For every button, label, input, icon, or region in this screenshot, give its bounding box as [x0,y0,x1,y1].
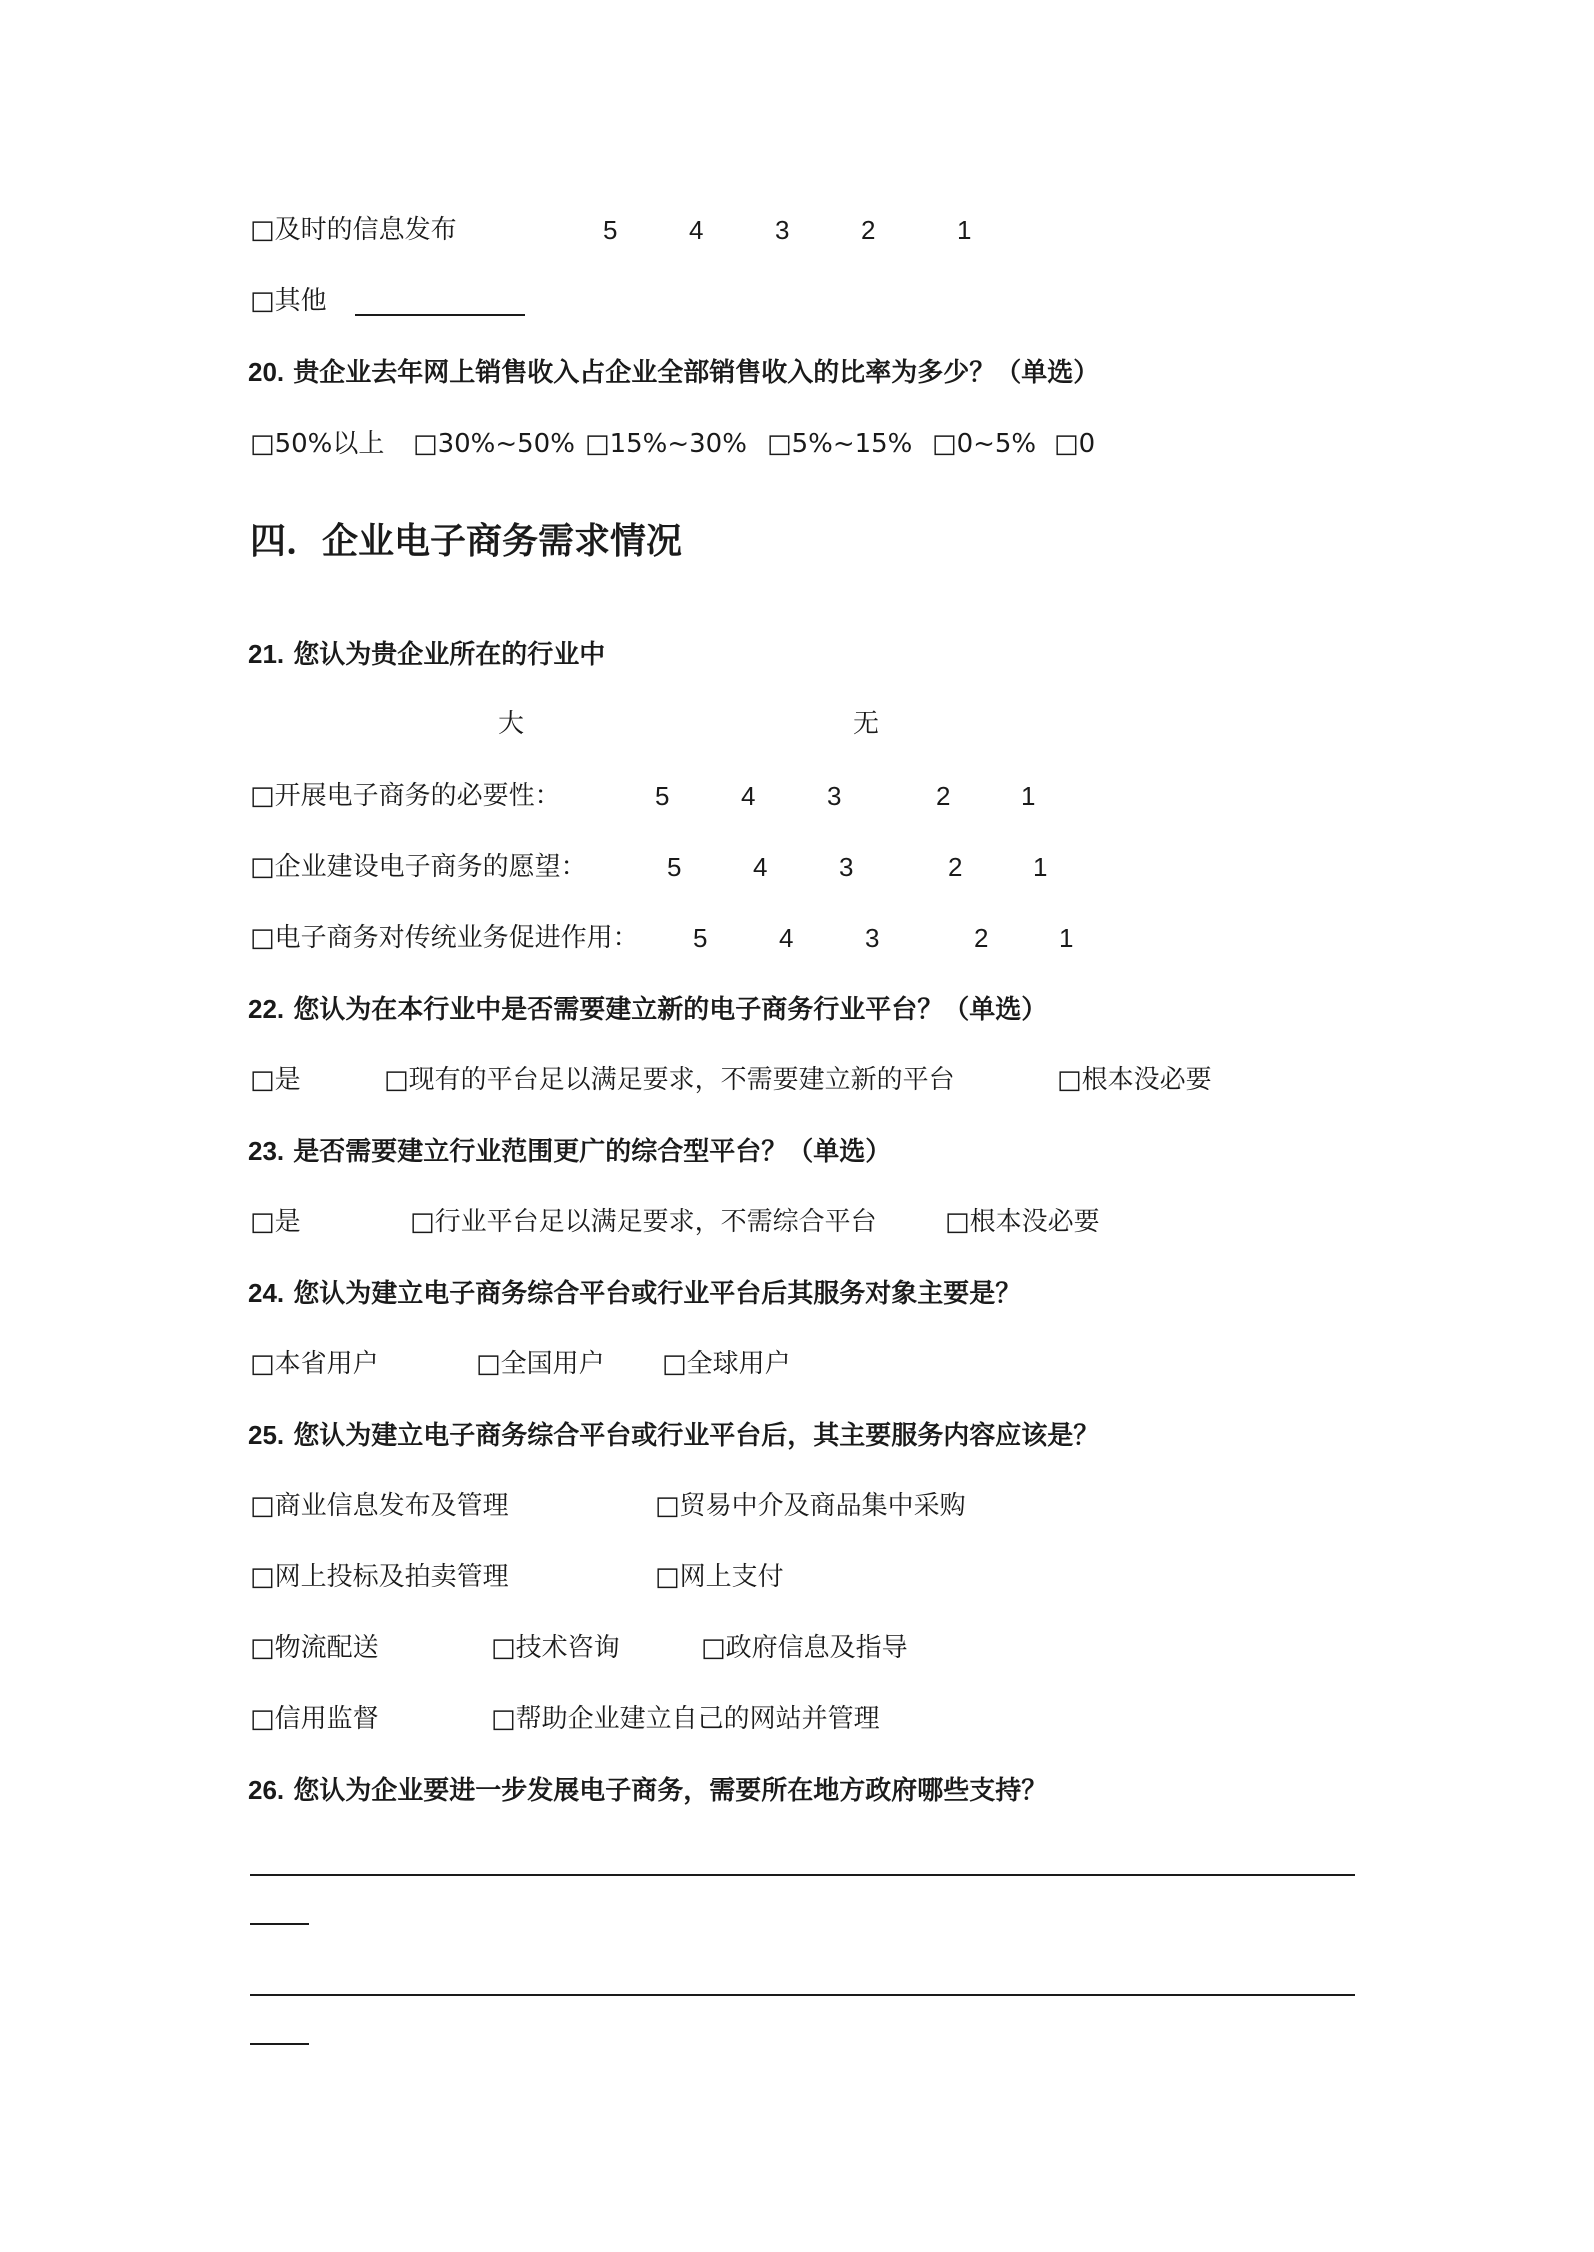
q26-answer-line-2-tail[interactable] [250,2043,309,2045]
scale-3[interactable]: 3 [775,215,790,245]
scale-4[interactable]: 4 [753,852,768,882]
scale-4[interactable]: 4 [779,923,794,953]
q20-option-4[interactable]: □5%~15% [767,429,913,459]
question-text: 您认为建立电子商务综合平台或行业平台后，其主要服务内容应该是？ [293,1421,1100,1451]
question-number: 23. [248,1136,285,1166]
q26-answer-line-2[interactable] [250,1994,1355,1996]
scale-label-none: 无 [853,709,880,739]
q19-other-blank[interactable] [355,314,525,316]
question-text: 是否需要建立行业范围更广的综合型平台？（单选） [293,1137,892,1167]
scale-2[interactable]: 2 [948,852,963,882]
q20-option-3[interactable]: □15%~30% [585,429,747,459]
question-number: 20. [248,357,285,387]
question-21 [248,638,605,671]
question-20 [248,356,1099,389]
q24-option-national[interactable]: □全国用户 [476,1349,605,1379]
section-heading: 四．企业电子商务需求情况 [250,521,683,562]
q24-option-province[interactable]: □本省用户 [250,1349,379,1379]
q21-row-desire[interactable]: □企业建设电子商务的愿望： [250,852,587,882]
q25-option-consulting[interactable]: □技术咨询 [491,1633,620,1663]
q23-option-yes[interactable]: □是 [250,1207,301,1237]
q26-answer-line-1-tail[interactable] [250,1923,309,1925]
scale-2[interactable]: 2 [974,923,989,953]
q25-option-credit[interactable]: □信用监督 [250,1704,379,1734]
scale-1[interactable]: 1 [1021,781,1036,811]
scale-3[interactable]: 3 [839,852,854,882]
q25-option-bidding[interactable]: □网上投标及拍卖管理 [250,1562,509,1592]
scale-5[interactable]: 5 [693,923,708,953]
scale-4[interactable]: 4 [689,215,704,245]
q25-option-website-help[interactable]: □帮助企业建立自己的网站并管理 [491,1704,880,1734]
scale-3[interactable]: 3 [827,781,842,811]
q23-option-unnecessary[interactable]: □根本没必要 [945,1207,1100,1237]
q19-option-other[interactable]: □其他 [250,286,327,316]
question-22 [248,993,1047,1026]
scale-4[interactable]: 4 [741,781,756,811]
question-number: 24. [248,1278,285,1308]
q20-option-6[interactable]: □0 [1054,429,1096,459]
question-23 [248,1135,891,1168]
q25-option-info-publish[interactable]: □商业信息发布及管理 [250,1491,509,1521]
question-text: 您认为在本行业中是否需要建立新的电子商务行业平台？（单选） [293,995,1048,1025]
question-24 [248,1277,1021,1310]
q23-option-industry-enough[interactable]: □行业平台足以满足要求，不需综合平台 [410,1207,877,1237]
question-text: 您认为建立电子商务综合平台或行业平台后其服务对象主要是？ [293,1279,1022,1309]
q22-option-existing-enough[interactable]: □现有的平台足以满足要求，不需要建立新的平台 [384,1065,955,1095]
q22-option-unnecessary[interactable]: □根本没必要 [1057,1065,1212,1095]
question-number: 25. [248,1420,285,1450]
q22-option-yes[interactable]: □是 [250,1065,301,1095]
scale-1[interactable]: 1 [1033,852,1048,882]
question-text: 贵企业去年网上销售收入占企业全部销售收入的比率为多少？（单选） [293,358,1100,388]
question-number: 21. [248,639,285,669]
scale-1[interactable]: 1 [1059,923,1074,953]
q21-row-necessity[interactable]: □开展电子商务的必要性： [250,781,561,811]
q26-answer-line-1[interactable] [250,1874,1355,1876]
question-number: 26. [248,1775,285,1805]
scale-3[interactable]: 3 [865,923,880,953]
scale-2[interactable]: 2 [861,215,876,245]
scale-2[interactable]: 2 [936,781,951,811]
question-text: 您认为企业要进一步发展电子商务，需要所在地方政府哪些支持？ [293,1776,1048,1806]
scale-1[interactable]: 1 [957,215,972,245]
q25-option-trade-agency[interactable]: □贸易中介及商品集中采购 [655,1491,966,1521]
q21-row-promotion[interactable]: □电子商务对传统业务促进作用： [250,923,639,953]
scale-5[interactable]: 5 [655,781,670,811]
q25-option-government[interactable]: □政府信息及指导 [701,1633,908,1663]
q19-option-timely[interactable]: □及时的信息发布 [250,215,457,245]
q20-option-5[interactable]: □0~5% [932,429,1037,459]
scale-label-big: 大 [498,709,525,739]
question-25 [248,1419,1099,1452]
q24-option-global[interactable]: □全球用户 [662,1349,791,1379]
q25-option-logistics[interactable]: □物流配送 [250,1633,379,1663]
q20-option-2[interactable]: □30%~50% [413,429,575,459]
scale-5[interactable]: 5 [603,215,618,245]
question-text: 您认为贵企业所在的行业中 [293,640,606,670]
q25-option-payment[interactable]: □网上支付 [655,1562,784,1592]
q20-option-1[interactable]: □50%以上 [250,429,385,459]
question-number: 22. [248,994,285,1024]
question-26 [248,1774,1047,1807]
scale-5[interactable]: 5 [667,852,682,882]
